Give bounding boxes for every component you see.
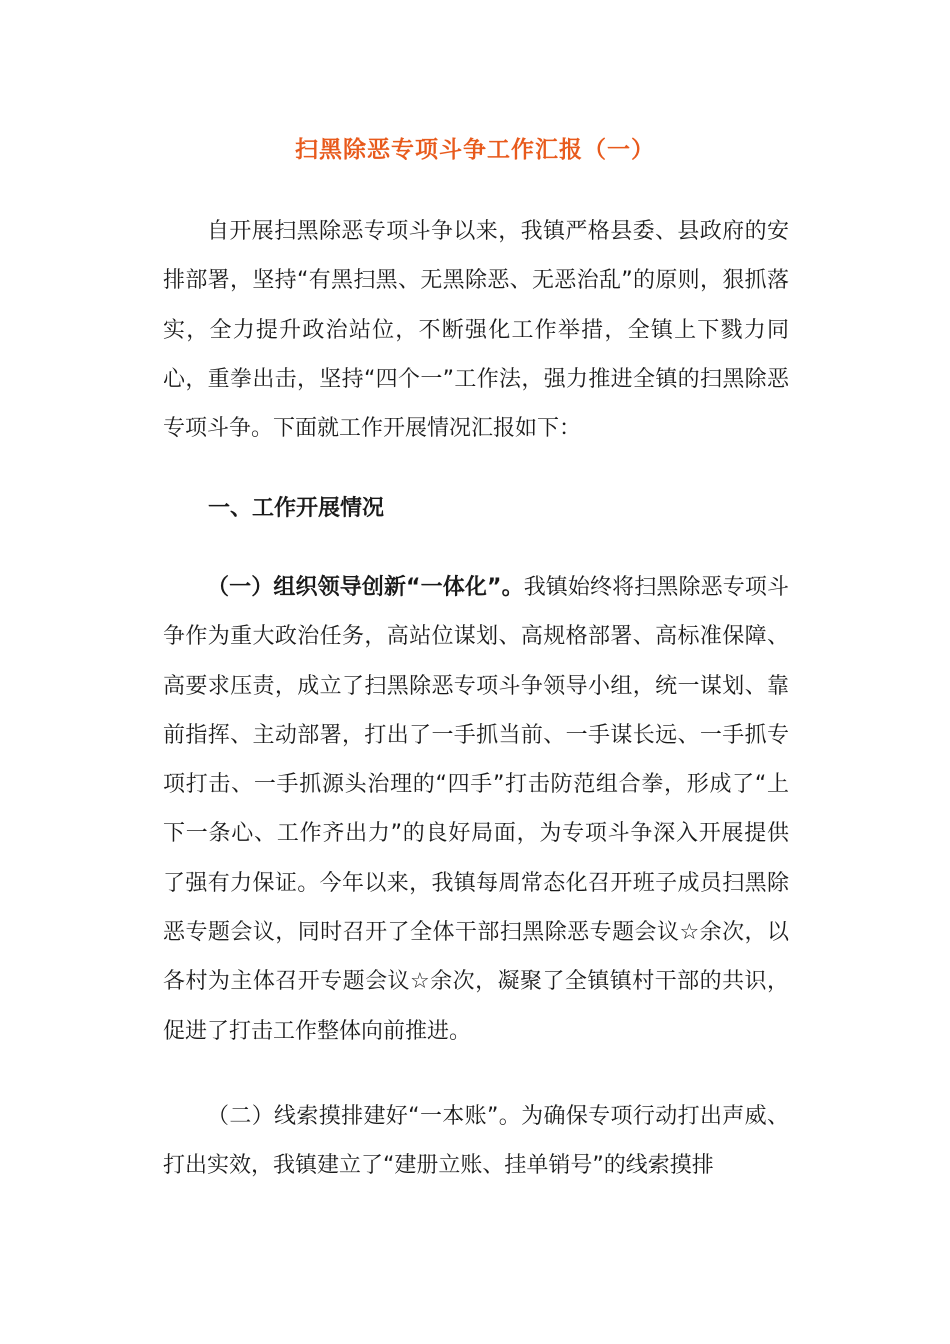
section-heading: 一、工作开展情况 bbox=[208, 496, 385, 521]
document-title: 扫黑除恶专项斗争工作汇报（一） bbox=[295, 137, 655, 163]
item-1-paragraph bbox=[163, 563, 789, 1056]
item-1-body: 我镇始终将扫黑除恶专项斗争作为重大政治任务，高站位谋划、高规格部署、高标准保障、高要求压责，成立了扫黑除恶专项斗争领导小组，统一谋划、靠前指挥、主动部署，打出了一手抓当前、一手谋长远、一手抓专项打击、一手抓源头治理的“四手”打击防范组合拳，形成了“上下一条心、工作齐出力”的良好局面，为专项斗争深入开展提供了强有力保证。今年以来，我镇每周常态化召开班子成员扫黑除恶专题会议，同时召开了全体干部扫黑除恶专题会议☆余次，以各村为主体召开专题会议☆余次，凝聚了全镇镇村干部的共识，促进了打击工作整体向前推进。 bbox=[163, 575, 789, 1044]
item-2-paragraph: （二）线索摸排建好“一本账”。为确保专项行动打出声威、打出实效，我镇建立了“建册立账、挂单销号”的线索摸排 bbox=[163, 1104, 789, 1179]
intro-paragraph: 自开展扫黑除恶专项斗争以来，我镇严格县委、县政府的安排部署，坚持“有黑扫黑、无黑除恶、无恶治乱”的原则，狠抓落实，全力提升政治站位，不断强化工作举措，全镇上下戮力同心，重拳出击，坚持“四个一”工作法，强力推进全镇的扫黑除恶专项斗争。下面就工作开展情况汇报如下： bbox=[163, 219, 789, 442]
item-1-lead: （一）组织领导创新“一体化”。 bbox=[207, 575, 524, 600]
